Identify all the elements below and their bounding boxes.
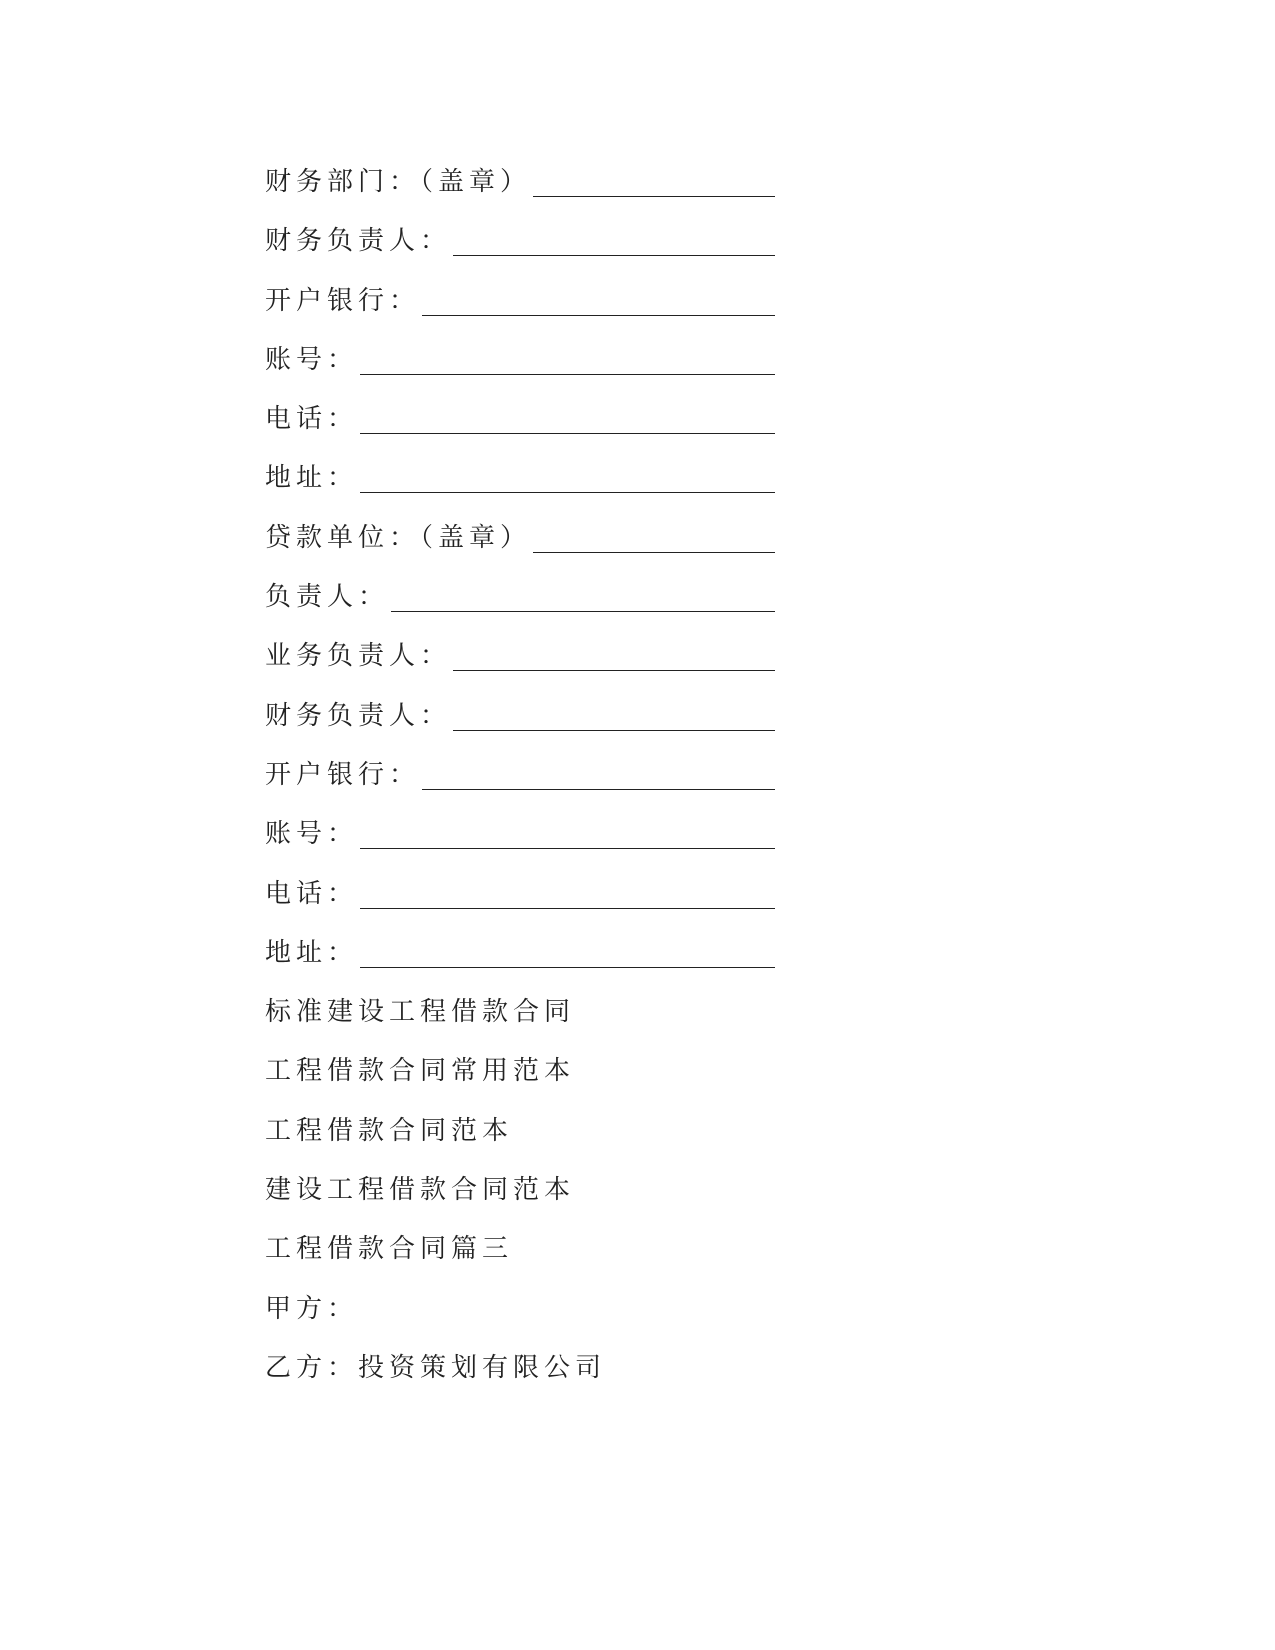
signature-blank — [360, 935, 775, 968]
form-line — [265, 460, 775, 519]
form-line — [265, 223, 775, 282]
text-line — [265, 1113, 775, 1172]
signature-blank — [360, 460, 775, 493]
line-text: 工程借款合同范本 — [265, 1115, 514, 1146]
line-text: 工程借款合同篇三 — [265, 1234, 514, 1265]
text-line — [265, 1231, 775, 1290]
line-label: 账号： — [265, 344, 359, 375]
signature-blank — [533, 164, 775, 197]
line-label: 财务部门：（盖章） — [265, 167, 532, 197]
signature-blank — [533, 520, 775, 553]
text-line — [265, 1172, 775, 1231]
form-line — [265, 164, 775, 223]
signature-blank — [360, 876, 775, 909]
line-label: 财务负责人： — [265, 700, 452, 731]
signature-blank — [422, 283, 775, 316]
line-text: 工程借款合同常用范本 — [265, 1056, 576, 1087]
line-label: 负责人： — [265, 582, 390, 613]
signature-blank — [422, 757, 775, 790]
document-body — [265, 164, 775, 1409]
line-text: 建设工程借款合同范本 — [265, 1175, 576, 1206]
signature-blank — [360, 401, 775, 434]
signature-blank — [360, 816, 775, 849]
form-line — [265, 876, 775, 935]
line-label: 地址： — [265, 463, 359, 494]
line-text: 乙方：投资策划有限公司 — [265, 1352, 607, 1383]
line-label: 电话： — [265, 878, 359, 909]
form-line — [265, 520, 775, 579]
form-line — [265, 283, 775, 342]
line-label: 开户银行： — [265, 285, 421, 316]
line-text: 标准建设工程借款合同 — [265, 997, 576, 1028]
form-line — [265, 638, 775, 697]
line-label: 贷款单位：（盖章） — [265, 522, 532, 553]
line-label: 电话： — [265, 404, 359, 435]
line-label: 开户银行： — [265, 759, 421, 790]
form-line — [265, 342, 775, 401]
signature-blank — [453, 698, 775, 731]
signature-blank — [453, 638, 775, 671]
form-line — [265, 935, 775, 994]
line-label: 地址： — [265, 937, 359, 968]
form-line — [265, 816, 775, 875]
line-text: 甲方： — [265, 1293, 359, 1324]
line-label: 财务负责人： — [265, 226, 452, 257]
form-line — [265, 757, 775, 816]
text-line — [265, 1291, 775, 1350]
line-label: 账号： — [265, 819, 359, 850]
signature-blank — [391, 579, 775, 612]
line-label: 业务负责人： — [265, 641, 452, 672]
signature-blank — [453, 223, 775, 256]
signature-blank — [360, 342, 775, 375]
form-line — [265, 698, 775, 757]
text-line — [265, 994, 775, 1053]
form-line — [265, 401, 775, 460]
form-line — [265, 579, 775, 638]
text-line — [265, 1350, 775, 1409]
text-line — [265, 1053, 775, 1112]
